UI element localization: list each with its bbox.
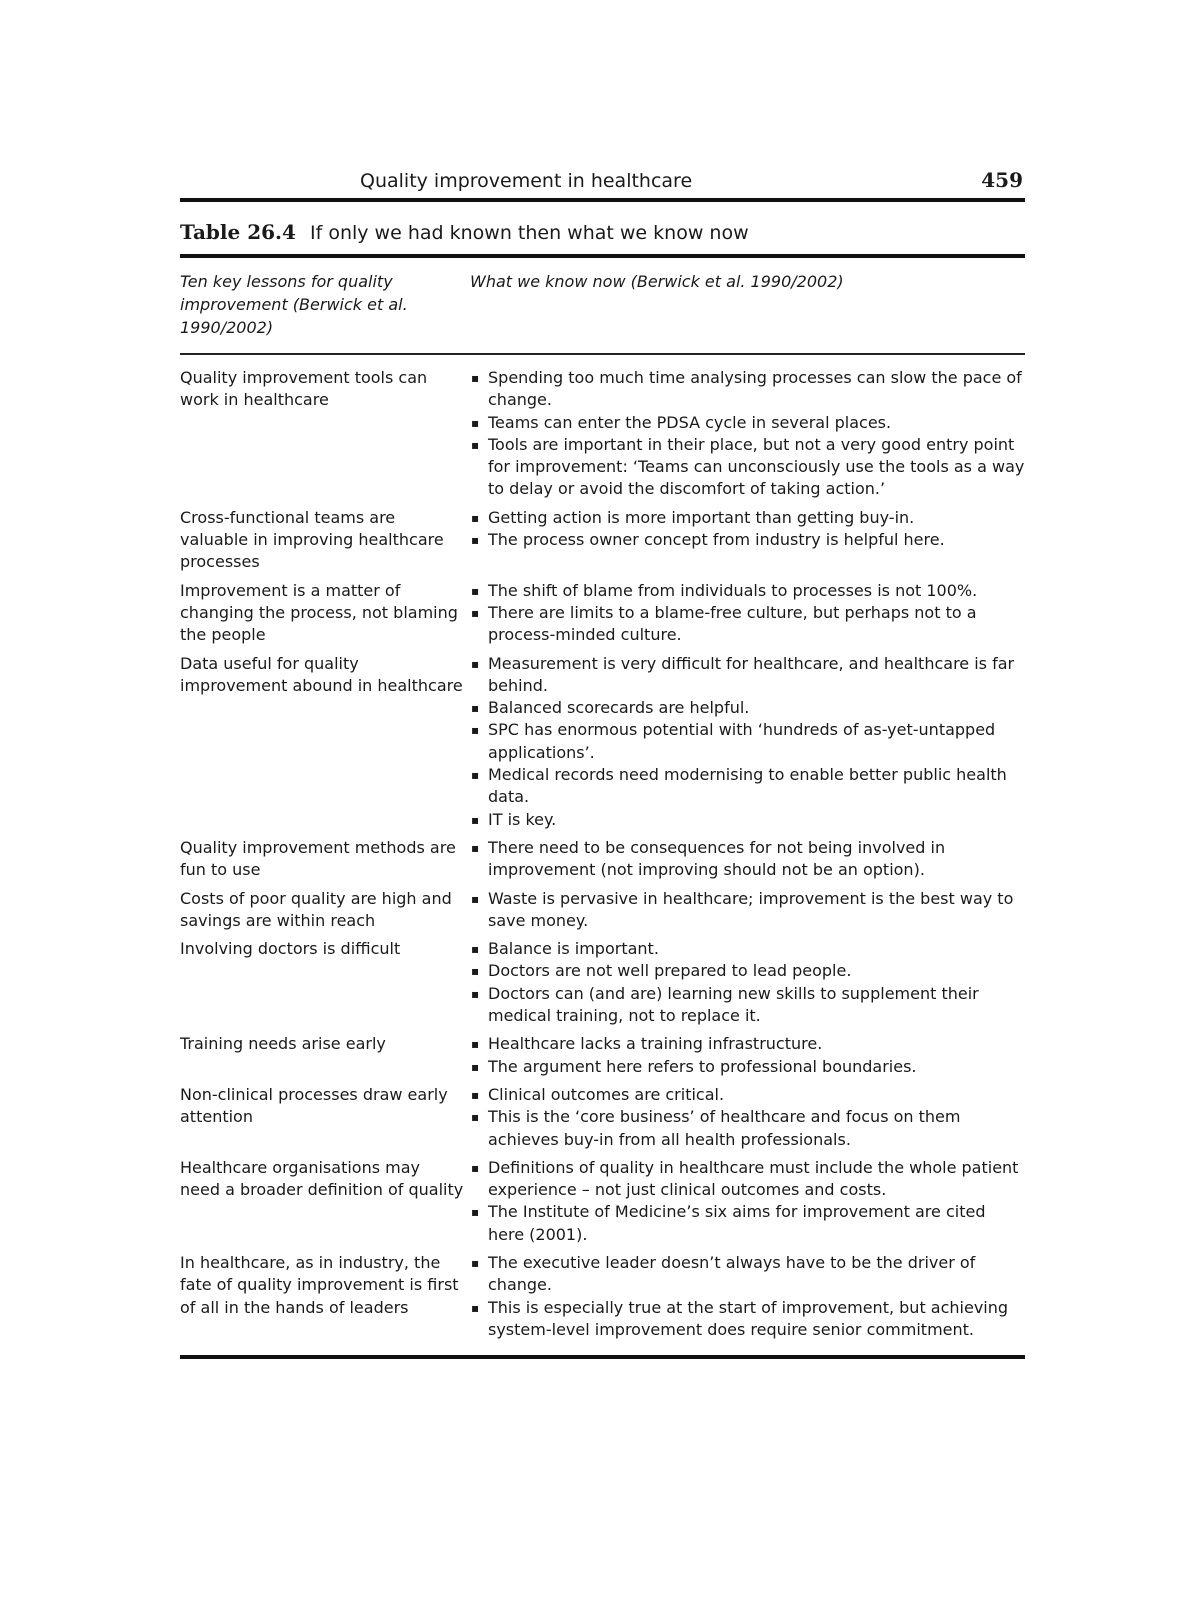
lesson-cell: Costs of poor quality are high and savings are within reach: [180, 888, 452, 930]
bullet-point: ▪ The process owner concept from industry is helpful here.: [470, 529, 1025, 551]
lesson-cell: Training needs arise early: [180, 1034, 386, 1054]
bullet-point: ▪ The executive leader doesn’t always have to be the driver of change.: [470, 1252, 1025, 1297]
bullet-point: ▪ SPC has enormous potential with ‘hundreds of as-yet-untapped applications’.: [470, 719, 1025, 764]
bullet-point: ▪ There need to be consequences for not being involved in improvement (not improving should not be an option).: [470, 837, 1025, 882]
column-header-lessons: Ten key lessons for quality improvement (Berwick et al. 1990/2002): [180, 272, 408, 337]
what-we-know-cell: [470, 1033, 1025, 1078]
bullet-point: ▪ Doctors can (and are) learning new skills to supplement their medical training, not to replace it.: [470, 983, 1025, 1028]
bullet-list: [470, 507, 1025, 552]
page-number: 459: [981, 168, 1023, 192]
bullet-list: [470, 653, 1025, 831]
lesson-cell: Improvement is a matter of changing the process, not blaming the people: [180, 580, 458, 645]
table-row: [180, 580, 1025, 647]
what-we-know-cell: [470, 1252, 1025, 1341]
bullet-point: ▪ Healthcare lacks a training infrastructure.: [470, 1033, 1025, 1055]
bullet-point: ▪ This is especially true at the start of improvement, but achieving system-level improvement does require senior commitment.: [470, 1297, 1025, 1342]
what-we-know-cell: [470, 938, 1025, 1027]
bullet-list: [470, 367, 1025, 501]
bullet-point: ▪ Balanced scorecards are helpful.: [470, 697, 1025, 719]
bullet-list: [470, 1157, 1025, 1246]
what-we-know-cell: [470, 1084, 1025, 1151]
lesson-cell: In healthcare, as in industry, the fate of quality improvement is first of all in the hands of leaders: [180, 1252, 459, 1317]
lesson-cell: Quality improvement methods are fun to use: [180, 837, 456, 880]
what-we-know-cell: [470, 580, 1025, 647]
bullet-point: ▪ Tools are important in their place, but not a very good entry point for improvement: ‘Teams can unconsciously use the tools as a way to delay or avoid the discomfort of taking action.’: [470, 434, 1025, 501]
what-we-know-cell: [470, 888, 1025, 933]
bullet-point: ▪ Getting action is more important than getting buy-in.: [470, 507, 1025, 529]
table-label: Table 26.4: [180, 220, 296, 244]
book-page: [180, 166, 1025, 1359]
bullet-list: [470, 580, 1025, 647]
running-title: Quality improvement in healthcare: [360, 170, 693, 192]
lesson-cell: Cross-functional teams are valuable in improving healthcare processes: [180, 507, 444, 572]
bullet-point: ▪ The Institute of Medicine’s six aims for improvement are cited here (2001).: [470, 1201, 1025, 1246]
bullet-list: [470, 837, 1025, 882]
table-row: [180, 367, 1025, 501]
table-row: [180, 1084, 1025, 1151]
table-row: [180, 1033, 1025, 1078]
bullet-point: ▪ Balance is important.: [470, 938, 1025, 960]
bullet-point: ▪ Doctors are not well prepared to lead people.: [470, 960, 1025, 982]
bullet-point: ▪ This is the ‘core business’ of healthcare and focus on them achieves buy-in from all health professionals.: [470, 1106, 1025, 1151]
table-column-headers: [180, 258, 1025, 353]
what-we-know-cell: [470, 507, 1025, 574]
table-body: [180, 355, 1025, 1355]
table-bottom-rule: [180, 1355, 1025, 1359]
bullet-point: ▪ Measurement is very difficult for healthcare, and healthcare is far behind.: [470, 653, 1025, 698]
table-row: [180, 1252, 1025, 1341]
bullet-list: [470, 938, 1025, 1027]
lesson-cell: Non-clinical processes draw early attention: [180, 1084, 448, 1127]
what-we-know-cell: [470, 367, 1025, 501]
lesson-cell: Data useful for quality improvement abound in healthcare: [180, 653, 463, 695]
table-row: [180, 653, 1025, 831]
header-rule: [180, 198, 1025, 202]
bullet-list: [470, 1252, 1025, 1341]
bullet-point: ▪ Teams can enter the PDSA cycle in several places.: [470, 412, 1025, 434]
bullet-point: ▪ The argument here refers to professional boundaries.: [470, 1056, 1025, 1078]
bullet-point: ▪ Waste is pervasive in healthcare; improvement is the best way to save money.: [470, 888, 1025, 933]
bullet-point: ▪ The shift of blame from individuals to processes is not 100%.: [470, 580, 1025, 602]
bullet-point: ▪ Definitions of quality in healthcare must include the whole patient experience – not just clinical outcomes and costs.: [470, 1157, 1025, 1202]
bullet-point: ▪ Clinical outcomes are critical.: [470, 1084, 1025, 1106]
what-we-know-cell: [470, 1157, 1025, 1246]
table-row: [180, 837, 1025, 882]
table-caption: [180, 220, 1025, 254]
bullet-list: [470, 888, 1025, 933]
what-we-know-cell: [470, 653, 1025, 831]
table-row: [180, 507, 1025, 574]
table-caption-text: If only we had known then what we know now: [310, 222, 749, 244]
bullet-point: ▪ There are limits to a blame-free culture, but perhaps not to a process-minded culture.: [470, 602, 1025, 647]
bullet-point: ▪ Medical records need modernising to enable better public health data.: [470, 764, 1025, 809]
table-row: [180, 1157, 1025, 1246]
bullet-point: ▪ IT is key.: [470, 809, 1025, 831]
table-row: [180, 938, 1025, 1027]
running-head: [180, 166, 1025, 198]
table-row: [180, 888, 1025, 933]
bullet-point: ▪ Spending too much time analysing processes can slow the pace of change.: [470, 367, 1025, 412]
lesson-cell: Quality improvement tools can work in healthcare: [180, 368, 428, 410]
column-header-what-we-know: What we know now (Berwick et al. 1990/2002): [470, 272, 844, 291]
bullet-list: [470, 1084, 1025, 1151]
lesson-cell: Healthcare organisations may need a broader definition of quality: [180, 1157, 464, 1200]
lesson-cell: Involving doctors is difficult: [180, 939, 401, 959]
bullet-list: [470, 1033, 1025, 1078]
what-we-know-cell: [470, 837, 1025, 882]
